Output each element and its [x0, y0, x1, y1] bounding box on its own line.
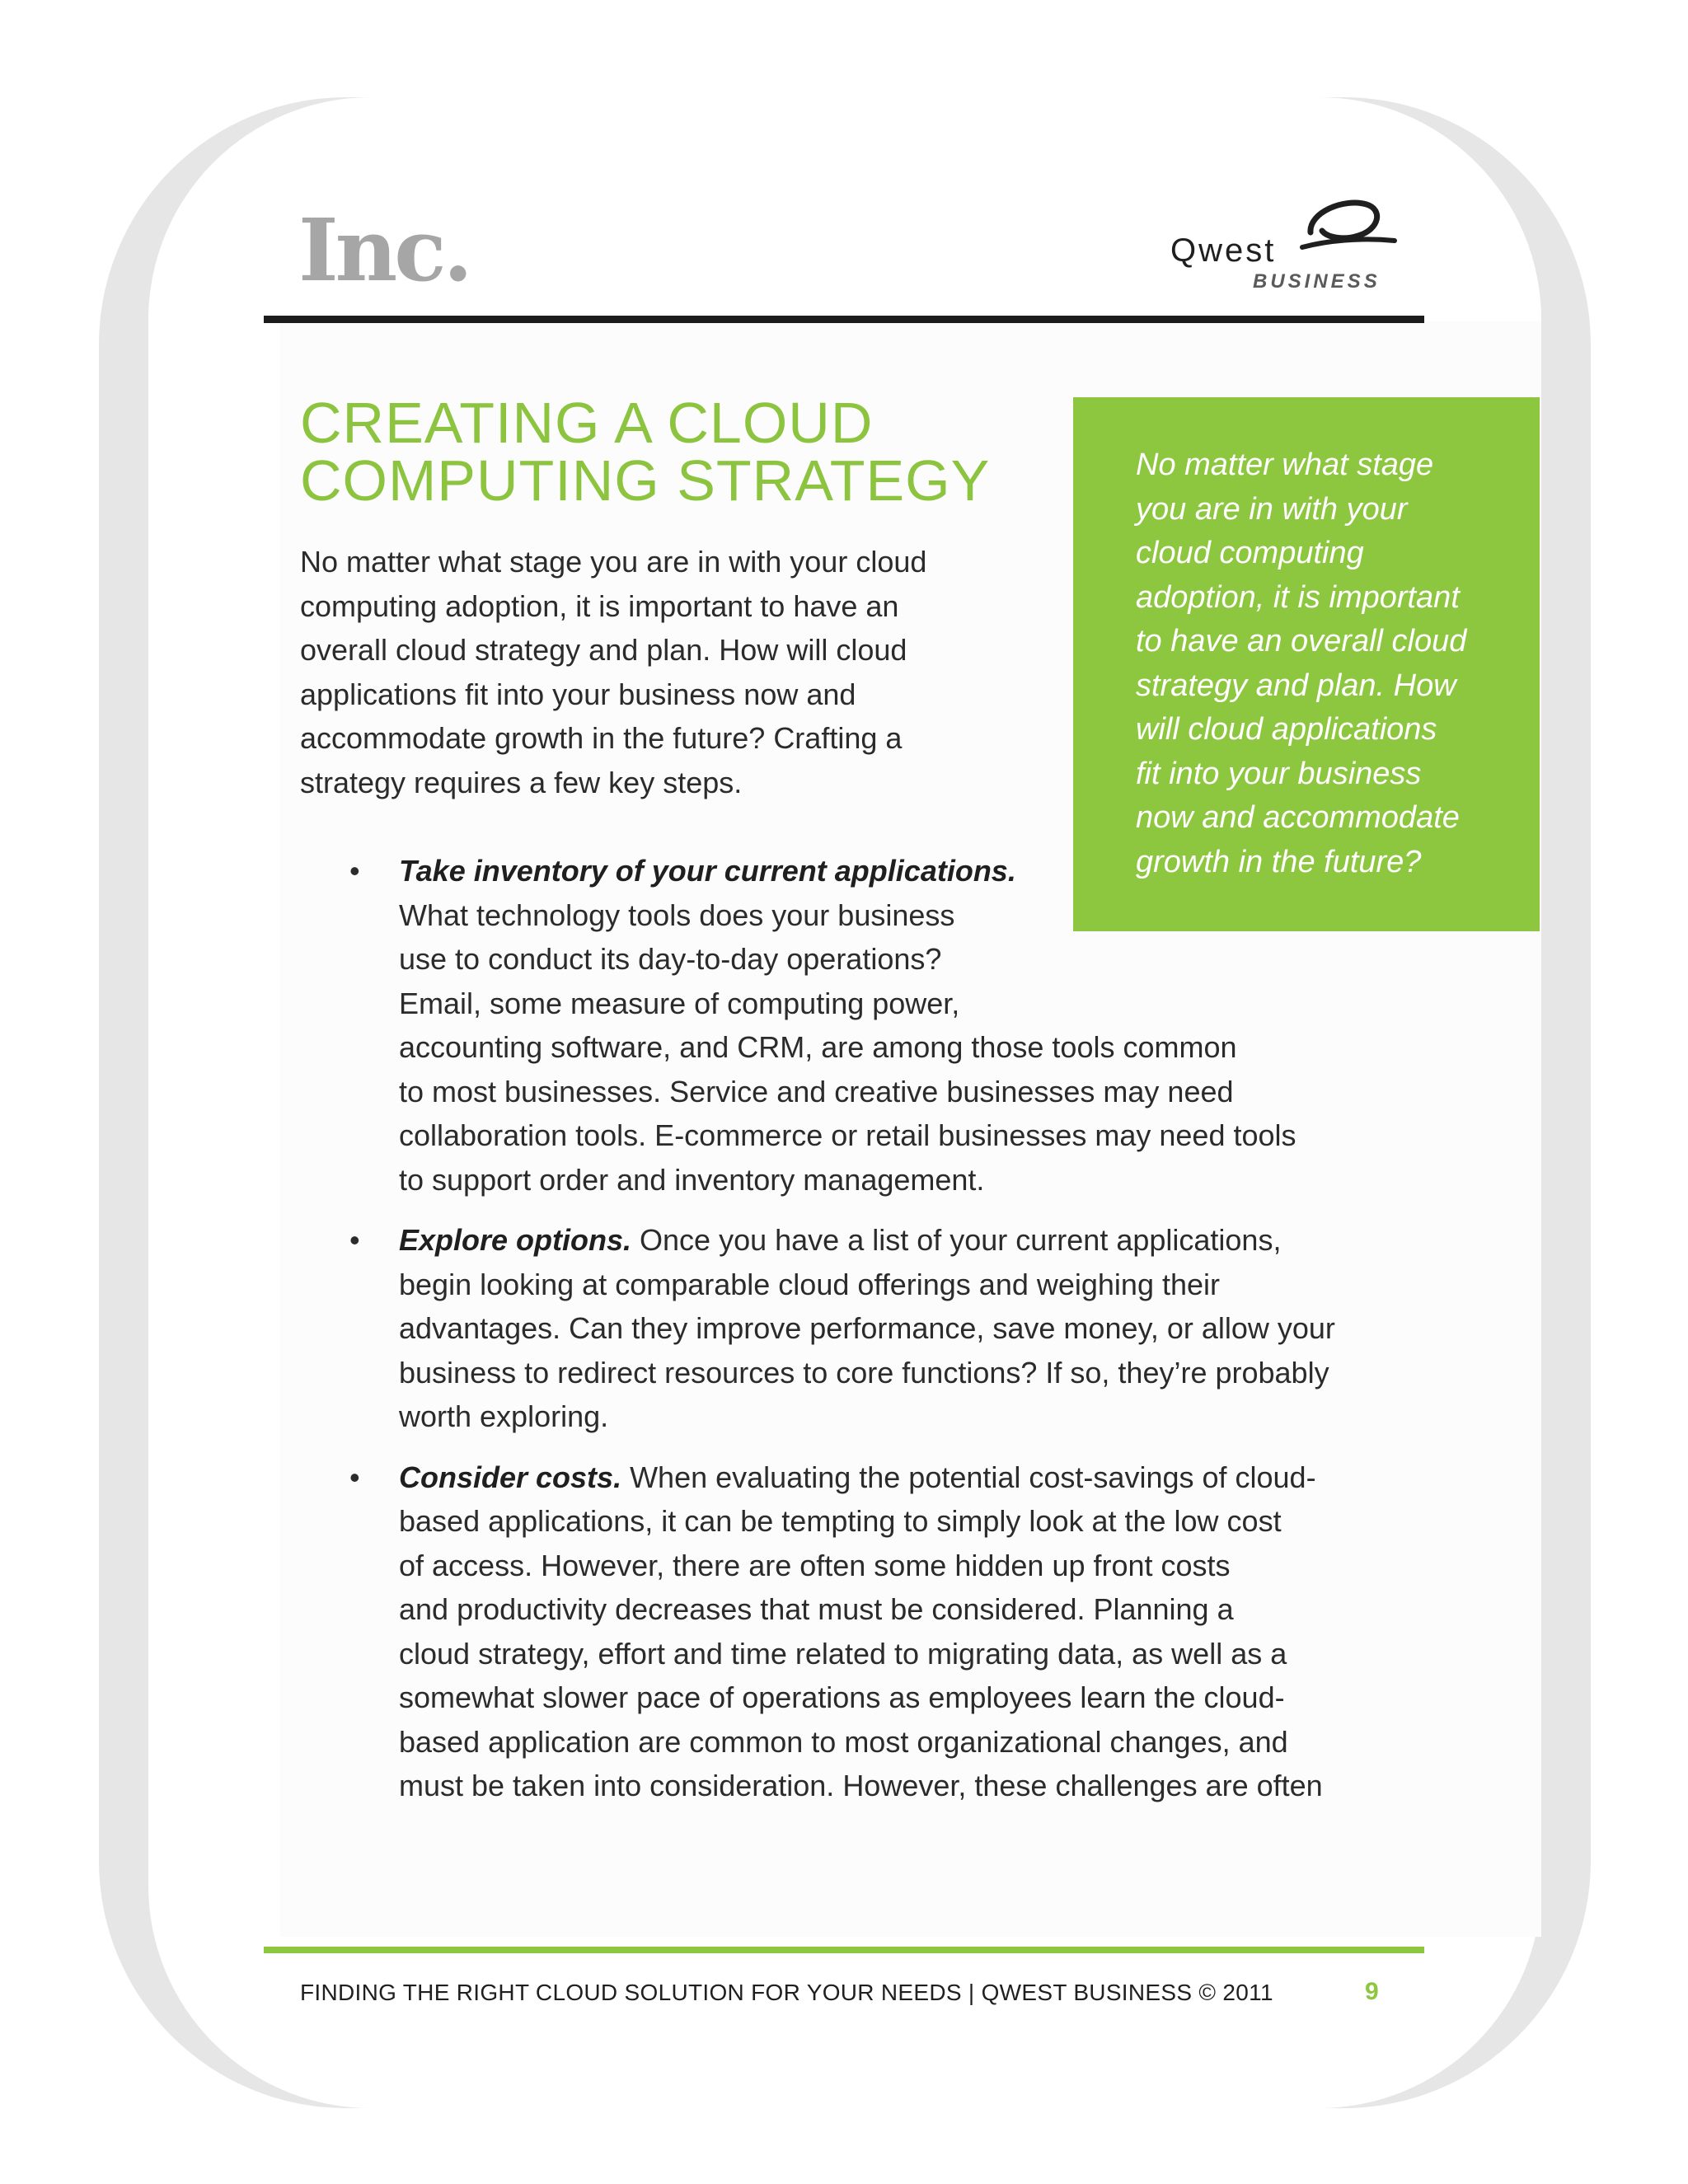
pull-quote-text: No matter what stage you are in with your cloud computing adoption, it is important to have an overall cloud strategy and plan. How will cloud applications fit into your business now and accommodate growth in the future?	[1136, 448, 1467, 879]
list-item	[300, 1218, 1372, 1439]
list-item	[300, 1455, 1372, 1808]
page-title: CREATING A CLOUD COMPUTING STRATEGY	[300, 391, 991, 513]
list-item-text	[399, 849, 1372, 1202]
list-item	[300, 849, 1372, 1202]
footer-caption: FINDING THE RIGHT CLOUD SOLUTION FOR YOUR NEEDS | QWEST BUSINESS © 2011	[300, 1980, 1273, 2005]
footer-divider	[264, 1947, 1424, 1953]
list-item-lead: Consider costs.	[399, 1460, 622, 1494]
steps-list	[300, 849, 1372, 1808]
list-item-lead: Take inventory of your current applications.	[399, 854, 1016, 888]
bullet-icon: •	[349, 1460, 360, 1494]
qwest-business-logo	[1170, 196, 1401, 295]
inc-logo: Inc.	[298, 199, 470, 301]
qwest-q-swoosh-icon	[1294, 196, 1401, 254]
list-item-body: When evaluating the potential cost-savings of cloud- based applications, it can be tempting to simply look at the low cost of access. However, there are often some hidden up front costs and productivity decreases that must be considered. Planning a cloud strategy, effort and time related to migrating data, as well as a somewhat slower pace of operations as employees learn the cloud- based application are common to most organizational changes, and must be taken into consideration. However, these challenges are often	[399, 1460, 1323, 1802]
list-item-lead: Explore options.	[399, 1223, 632, 1257]
qwest-logo-word: Qwest	[1170, 232, 1277, 269]
list-item-body: What technology tools does your business use to conduct its day-to-day operations? Email, some measure of computing power, accounting software, and CRM, are among those tools common to most businesses. Service and creative businesses may need collaboration tools. E-commerce or retail businesses may need tools to support order and inventory management.	[399, 898, 1296, 1197]
list-item-body: Once you have a list of your current applications, begin looking at comparable cloud offerings and weighing their advantages. Can they improve performance, save money, or allow your business to redirect resources to core functions? If so, they’re probably worth exploring.	[399, 1223, 1335, 1433]
list-item-text	[399, 1455, 1372, 1808]
header-divider	[264, 316, 1424, 323]
list-item-text	[399, 1218, 1372, 1439]
qwest-logo-sub: BUSINESS	[1253, 270, 1381, 293]
bullet-icon: •	[349, 854, 360, 888]
page-number: 9	[1365, 1978, 1379, 2005]
bullet-icon: •	[349, 1223, 360, 1257]
intro-paragraph: No matter what stage you are in with your cloud computing adoption, it is important to have an overall cloud strategy and plan. How will cloud applications fit into your business now and accommodate growth in the future? Crafting a strategy requires a few key steps.	[300, 545, 927, 799]
